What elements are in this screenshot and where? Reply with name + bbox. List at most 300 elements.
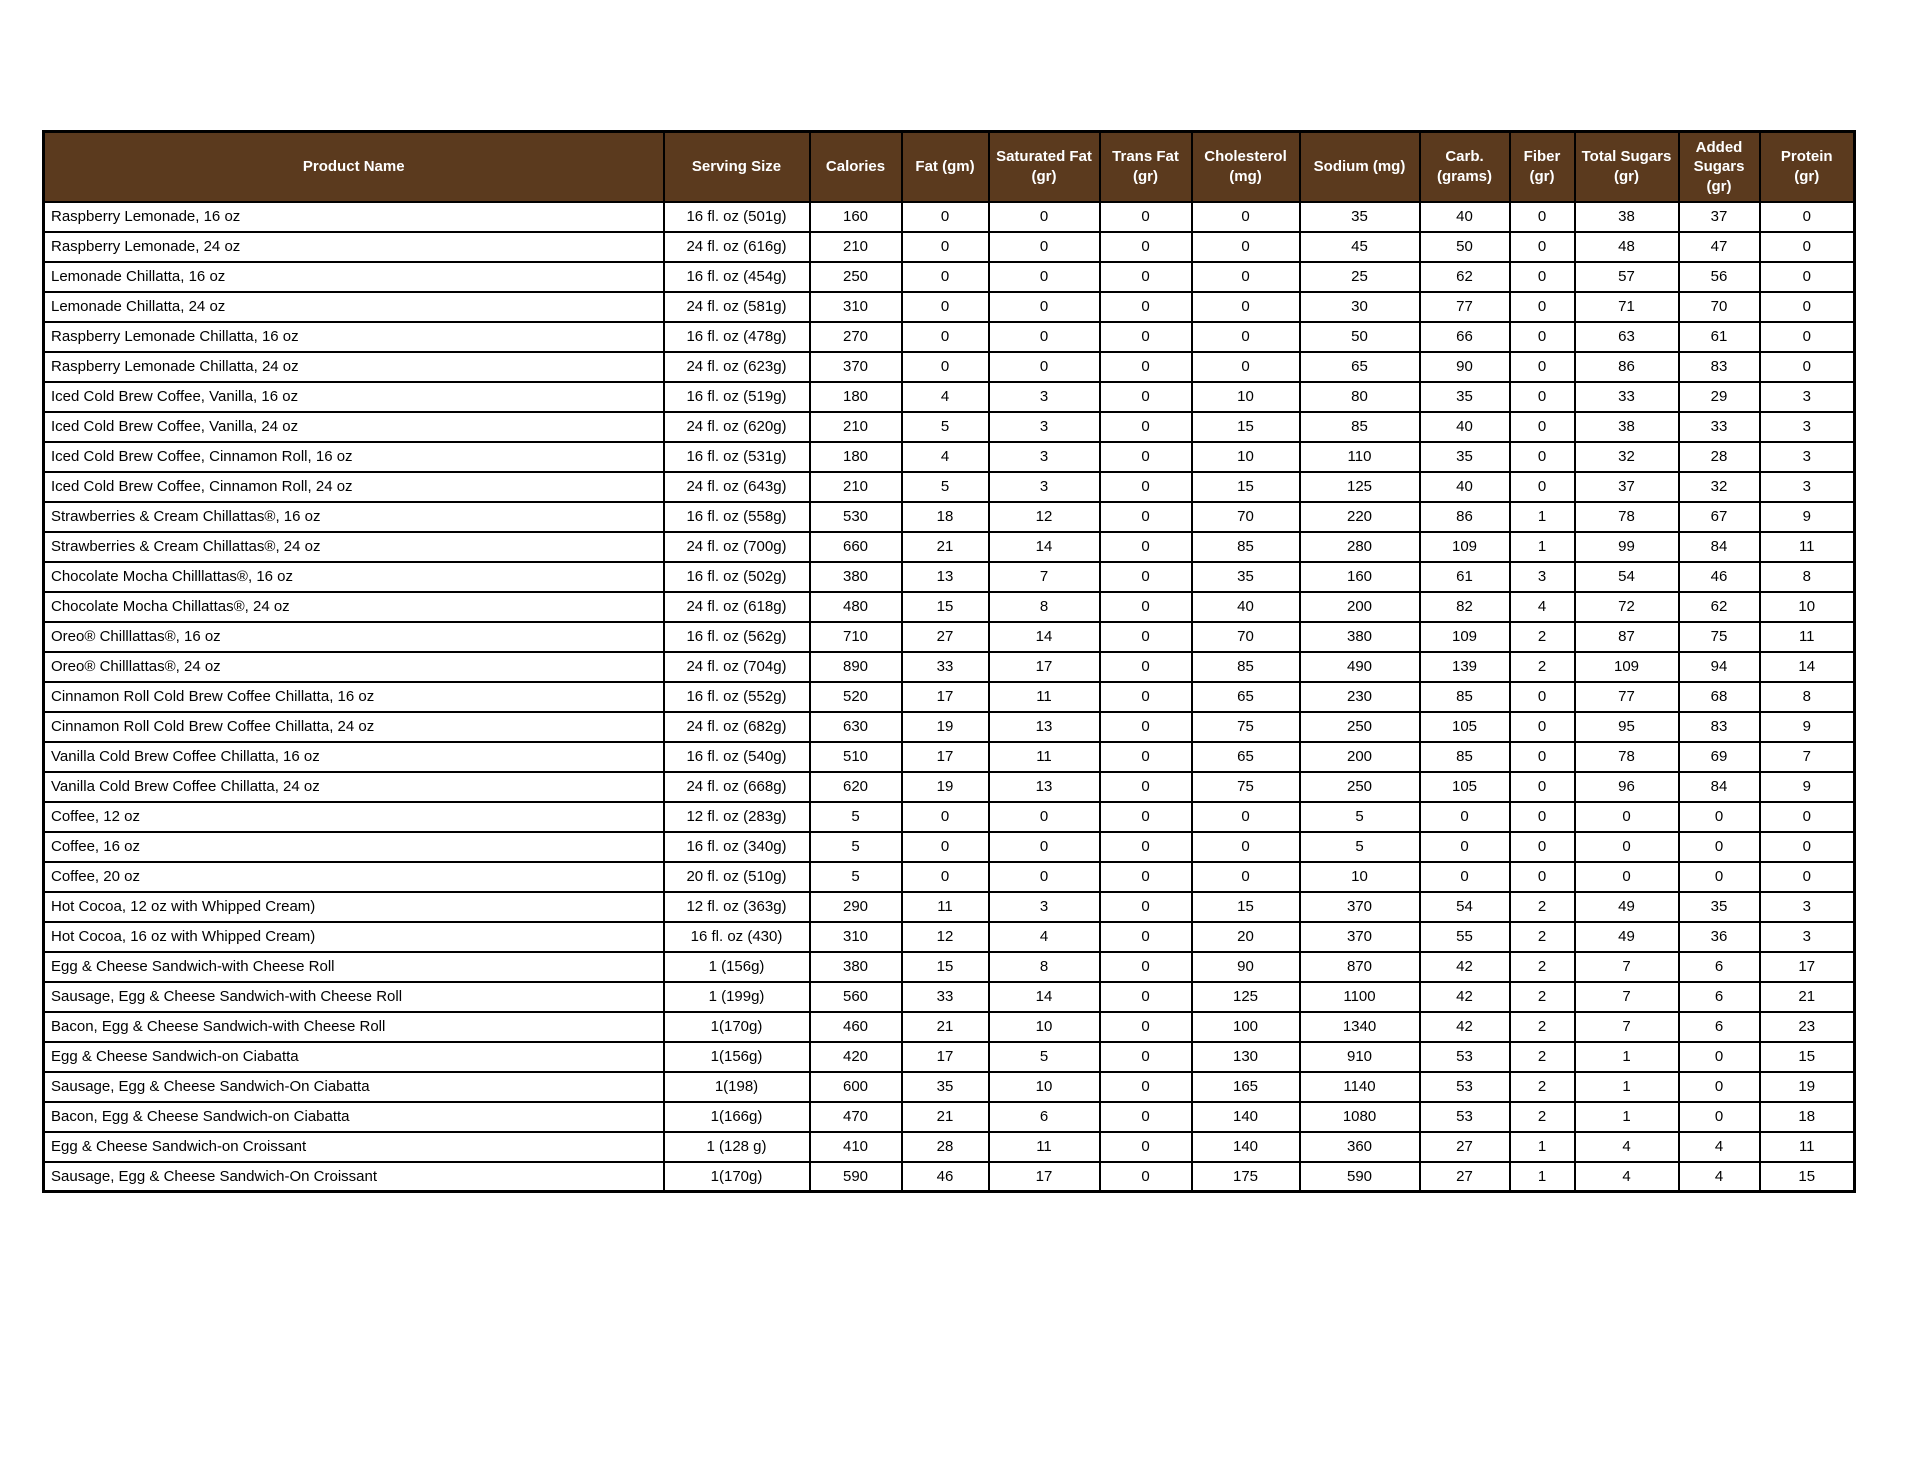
cell-addedsugars: 4	[1679, 1132, 1760, 1162]
cell-product: Oreo® Chilllattas®, 16 oz	[44, 622, 664, 652]
cell-product: Raspberry Lemonade Chillatta, 16 oz	[44, 322, 664, 352]
cell-cholesterol: 0	[1192, 802, 1300, 832]
cell-sodium: 25	[1300, 262, 1420, 292]
cell-carb: 27	[1420, 1132, 1510, 1162]
cell-addedsugars: 46	[1679, 562, 1760, 592]
cell-carb: 55	[1420, 922, 1510, 952]
cell-fiber: 0	[1510, 412, 1575, 442]
cell-sodium: 1080	[1300, 1102, 1420, 1132]
cell-transfat: 0	[1100, 832, 1192, 862]
cell-product: Coffee, 12 oz	[44, 802, 664, 832]
cell-totalsugars: 71	[1575, 292, 1679, 322]
cell-carb: 35	[1420, 442, 1510, 472]
nutrition-table	[42, 130, 1856, 1193]
cell-sodium: 125	[1300, 472, 1420, 502]
cell-fat: 35	[902, 1072, 989, 1102]
cell-fat: 0	[902, 802, 989, 832]
cell-sodium: 280	[1300, 532, 1420, 562]
cell-transfat: 0	[1100, 382, 1192, 412]
table-row	[44, 592, 1855, 622]
cell-fiber: 0	[1510, 742, 1575, 772]
cell-serving: 1 (156g)	[664, 952, 810, 982]
cell-fiber: 0	[1510, 682, 1575, 712]
cell-fiber: 1	[1510, 532, 1575, 562]
cell-totalsugars: 99	[1575, 532, 1679, 562]
cell-cholesterol: 75	[1192, 772, 1300, 802]
cell-cholesterol: 10	[1192, 442, 1300, 472]
cell-cholesterol: 100	[1192, 1012, 1300, 1042]
cell-serving: 1(170g)	[664, 1012, 810, 1042]
nutrition-table-container	[42, 130, 1856, 1193]
cell-addedsugars: 84	[1679, 772, 1760, 802]
cell-serving: 16 fl. oz (454g)	[664, 262, 810, 292]
header-cell-serving: Serving Size	[664, 132, 810, 202]
cell-calories: 180	[810, 442, 902, 472]
cell-totalsugars: 87	[1575, 622, 1679, 652]
cell-totalsugars: 38	[1575, 202, 1679, 232]
cell-totalsugars: 7	[1575, 952, 1679, 982]
cell-totalsugars: 48	[1575, 232, 1679, 262]
cell-fat: 46	[902, 1162, 989, 1192]
cell-addedsugars: 33	[1679, 412, 1760, 442]
cell-satfat: 13	[989, 712, 1100, 742]
cell-sodium: 110	[1300, 442, 1420, 472]
cell-serving: 24 fl. oz (704g)	[664, 652, 810, 682]
cell-calories: 510	[810, 742, 902, 772]
cell-cholesterol: 165	[1192, 1072, 1300, 1102]
cell-serving: 16 fl. oz (502g)	[664, 562, 810, 592]
cell-transfat: 0	[1100, 1102, 1192, 1132]
cell-serving: 16 fl. oz (519g)	[664, 382, 810, 412]
cell-fat: 4	[902, 442, 989, 472]
cell-transfat: 0	[1100, 1042, 1192, 1072]
cell-cholesterol: 15	[1192, 892, 1300, 922]
cell-fat: 0	[902, 232, 989, 262]
cell-carb: 90	[1420, 352, 1510, 382]
cell-addedsugars: 0	[1679, 1042, 1760, 1072]
cell-protein: 0	[1760, 232, 1855, 262]
cell-serving: 16 fl. oz (562g)	[664, 622, 810, 652]
cell-fiber: 2	[1510, 1102, 1575, 1132]
cell-addedsugars: 69	[1679, 742, 1760, 772]
cell-satfat: 14	[989, 622, 1100, 652]
cell-addedsugars: 68	[1679, 682, 1760, 712]
cell-cholesterol: 125	[1192, 982, 1300, 1012]
header-cell-product: Product Name	[44, 132, 664, 202]
cell-satfat: 14	[989, 532, 1100, 562]
cell-sodium: 85	[1300, 412, 1420, 442]
cell-carb: 53	[1420, 1072, 1510, 1102]
cell-serving: 1 (199g)	[664, 982, 810, 1012]
table-row	[44, 412, 1855, 442]
table-row	[44, 772, 1855, 802]
cell-sodium: 380	[1300, 622, 1420, 652]
table-row	[44, 922, 1855, 952]
cell-protein: 3	[1760, 472, 1855, 502]
cell-satfat: 0	[989, 862, 1100, 892]
cell-serving: 16 fl. oz (540g)	[664, 742, 810, 772]
cell-carb: 139	[1420, 652, 1510, 682]
cell-cholesterol: 65	[1192, 682, 1300, 712]
cell-calories: 210	[810, 472, 902, 502]
cell-satfat: 13	[989, 772, 1100, 802]
cell-sodium: 250	[1300, 772, 1420, 802]
cell-satfat: 3	[989, 382, 1100, 412]
cell-sodium: 250	[1300, 712, 1420, 742]
table-row	[44, 712, 1855, 742]
cell-totalsugars: 38	[1575, 412, 1679, 442]
table-row	[44, 1132, 1855, 1162]
cell-cholesterol: 40	[1192, 592, 1300, 622]
cell-addedsugars: 83	[1679, 712, 1760, 742]
table-row	[44, 502, 1855, 532]
cell-carb: 0	[1420, 862, 1510, 892]
cell-calories: 530	[810, 502, 902, 532]
cell-cholesterol: 70	[1192, 502, 1300, 532]
cell-serving: 16 fl. oz (558g)	[664, 502, 810, 532]
cell-serving: 12 fl. oz (363g)	[664, 892, 810, 922]
cell-transfat: 0	[1100, 1012, 1192, 1042]
cell-fat: 17	[902, 1042, 989, 1072]
cell-calories: 5	[810, 802, 902, 832]
cell-calories: 630	[810, 712, 902, 742]
cell-totalsugars: 109	[1575, 652, 1679, 682]
cell-fat: 0	[902, 862, 989, 892]
cell-product: Bacon, Egg & Cheese Sandwich-with Cheese Roll	[44, 1012, 664, 1042]
cell-carb: 40	[1420, 202, 1510, 232]
cell-addedsugars: 6	[1679, 952, 1760, 982]
cell-protein: 23	[1760, 1012, 1855, 1042]
cell-product: Chocolate Mocha Chillattas®, 24 oz	[44, 592, 664, 622]
cell-product: Raspberry Lemonade, 16 oz	[44, 202, 664, 232]
cell-cholesterol: 10	[1192, 382, 1300, 412]
cell-fat: 0	[902, 292, 989, 322]
cell-serving: 16 fl. oz (531g)	[664, 442, 810, 472]
cell-calories: 420	[810, 1042, 902, 1072]
cell-serving: 1(166g)	[664, 1102, 810, 1132]
cell-satfat: 6	[989, 1102, 1100, 1132]
cell-calories: 370	[810, 352, 902, 382]
cell-transfat: 0	[1100, 802, 1192, 832]
cell-serving: 24 fl. oz (643g)	[664, 472, 810, 502]
cell-cholesterol: 140	[1192, 1102, 1300, 1132]
cell-product: Strawberries & Cream Chillattas®, 24 oz	[44, 532, 664, 562]
cell-sodium: 80	[1300, 382, 1420, 412]
cell-satfat: 11	[989, 1132, 1100, 1162]
cell-sodium: 370	[1300, 922, 1420, 952]
cell-satfat: 11	[989, 742, 1100, 772]
cell-product: Sausage, Egg & Cheese Sandwich-On Ciabatta	[44, 1072, 664, 1102]
cell-cholesterol: 85	[1192, 532, 1300, 562]
cell-carb: 27	[1420, 1162, 1510, 1192]
cell-serving: 24 fl. oz (682g)	[664, 712, 810, 742]
cell-protein: 3	[1760, 382, 1855, 412]
cell-serving: 16 fl. oz (478g)	[664, 322, 810, 352]
cell-cholesterol: 0	[1192, 202, 1300, 232]
cell-transfat: 0	[1100, 322, 1192, 352]
cell-product: Lemonade Chillatta, 16 oz	[44, 262, 664, 292]
cell-serving: 1(198)	[664, 1072, 810, 1102]
cell-transfat: 0	[1100, 622, 1192, 652]
cell-totalsugars: 63	[1575, 322, 1679, 352]
header-cell-satfat: Saturated Fat (gr)	[989, 132, 1100, 202]
cell-cholesterol: 75	[1192, 712, 1300, 742]
cell-addedsugars: 35	[1679, 892, 1760, 922]
cell-satfat: 0	[989, 832, 1100, 862]
cell-satfat: 10	[989, 1012, 1100, 1042]
cell-cholesterol: 35	[1192, 562, 1300, 592]
cell-fat: 0	[902, 352, 989, 382]
cell-fiber: 0	[1510, 472, 1575, 502]
cell-fiber: 0	[1510, 862, 1575, 892]
cell-protein: 0	[1760, 202, 1855, 232]
cell-cholesterol: 70	[1192, 622, 1300, 652]
cell-fat: 21	[902, 532, 989, 562]
cell-product: Cinnamon Roll Cold Brew Coffee Chillatta, 24 oz	[44, 712, 664, 742]
table-row	[44, 322, 1855, 352]
cell-fiber: 2	[1510, 952, 1575, 982]
cell-addedsugars: 94	[1679, 652, 1760, 682]
cell-calories: 410	[810, 1132, 902, 1162]
cell-addedsugars: 84	[1679, 532, 1760, 562]
cell-fat: 18	[902, 502, 989, 532]
cell-fat: 15	[902, 952, 989, 982]
cell-calories: 250	[810, 262, 902, 292]
cell-protein: 11	[1760, 622, 1855, 652]
cell-calories: 560	[810, 982, 902, 1012]
cell-protein: 7	[1760, 742, 1855, 772]
cell-satfat: 3	[989, 472, 1100, 502]
header-cell-fiber: Fiber (gr)	[1510, 132, 1575, 202]
cell-fat: 5	[902, 472, 989, 502]
cell-fat: 19	[902, 772, 989, 802]
cell-product: Vanilla Cold Brew Coffee Chillatta, 24 oz	[44, 772, 664, 802]
cell-fat: 0	[902, 262, 989, 292]
table-row	[44, 262, 1855, 292]
cell-protein: 19	[1760, 1072, 1855, 1102]
cell-totalsugars: 49	[1575, 922, 1679, 952]
cell-carb: 40	[1420, 412, 1510, 442]
cell-transfat: 0	[1100, 352, 1192, 382]
cell-sodium: 45	[1300, 232, 1420, 262]
cell-serving: 16 fl. oz (552g)	[664, 682, 810, 712]
cell-transfat: 0	[1100, 922, 1192, 952]
cell-sodium: 370	[1300, 892, 1420, 922]
cell-addedsugars: 56	[1679, 262, 1760, 292]
cell-product: Bacon, Egg & Cheese Sandwich-on Ciabatta	[44, 1102, 664, 1132]
cell-carb: 77	[1420, 292, 1510, 322]
cell-addedsugars: 32	[1679, 472, 1760, 502]
cell-fat: 28	[902, 1132, 989, 1162]
cell-cholesterol: 85	[1192, 652, 1300, 682]
cell-protein: 0	[1760, 322, 1855, 352]
cell-sodium: 5	[1300, 802, 1420, 832]
table-row	[44, 652, 1855, 682]
cell-product: Egg & Cheese Sandwich-on Ciabatta	[44, 1042, 664, 1072]
cell-carb: 42	[1420, 952, 1510, 982]
cell-carb: 109	[1420, 622, 1510, 652]
cell-addedsugars: 36	[1679, 922, 1760, 952]
cell-cholesterol: 0	[1192, 232, 1300, 262]
cell-transfat: 0	[1100, 1162, 1192, 1192]
cell-transfat: 0	[1100, 772, 1192, 802]
cell-totalsugars: 77	[1575, 682, 1679, 712]
cell-transfat: 0	[1100, 232, 1192, 262]
cell-fiber: 0	[1510, 442, 1575, 472]
cell-fat: 21	[902, 1102, 989, 1132]
cell-sodium: 220	[1300, 502, 1420, 532]
cell-calories: 5	[810, 862, 902, 892]
cell-product: Hot Cocoa, 16 oz with Whipped Cream)	[44, 922, 664, 952]
cell-satfat: 0	[989, 292, 1100, 322]
cell-protein: 9	[1760, 712, 1855, 742]
cell-serving: 12 fl. oz (283g)	[664, 802, 810, 832]
cell-fat: 17	[902, 682, 989, 712]
cell-totalsugars: 7	[1575, 1012, 1679, 1042]
cell-totalsugars: 95	[1575, 712, 1679, 742]
cell-protein: 18	[1760, 1102, 1855, 1132]
cell-calories: 660	[810, 532, 902, 562]
cell-fiber: 2	[1510, 1042, 1575, 1072]
cell-satfat: 0	[989, 322, 1100, 352]
cell-fiber: 0	[1510, 322, 1575, 352]
table-row	[44, 352, 1855, 382]
cell-calories: 620	[810, 772, 902, 802]
table-row	[44, 1162, 1855, 1192]
header-row	[44, 132, 1855, 202]
cell-sodium: 35	[1300, 202, 1420, 232]
cell-carb: 53	[1420, 1102, 1510, 1132]
cell-cholesterol: 0	[1192, 862, 1300, 892]
cell-transfat: 0	[1100, 742, 1192, 772]
cell-cholesterol: 130	[1192, 1042, 1300, 1072]
cell-cholesterol: 0	[1192, 832, 1300, 862]
cell-protein: 9	[1760, 772, 1855, 802]
cell-carb: 85	[1420, 742, 1510, 772]
cell-serving: 24 fl. oz (581g)	[664, 292, 810, 322]
cell-cholesterol: 90	[1192, 952, 1300, 982]
cell-calories: 710	[810, 622, 902, 652]
cell-product: Lemonade Chillatta, 24 oz	[44, 292, 664, 322]
cell-addedsugars: 62	[1679, 592, 1760, 622]
cell-product: Iced Cold Brew Coffee, Cinnamon Roll, 24 oz	[44, 472, 664, 502]
cell-satfat: 8	[989, 592, 1100, 622]
table-row	[44, 952, 1855, 982]
cell-satfat: 11	[989, 682, 1100, 712]
cell-protein: 3	[1760, 412, 1855, 442]
cell-totalsugars: 7	[1575, 982, 1679, 1012]
cell-protein: 0	[1760, 832, 1855, 862]
cell-product: Hot Cocoa, 12 oz with Whipped Cream)	[44, 892, 664, 922]
cell-serving: 24 fl. oz (618g)	[664, 592, 810, 622]
cell-addedsugars: 47	[1679, 232, 1760, 262]
cell-transfat: 0	[1100, 412, 1192, 442]
cell-product: Sausage, Egg & Cheese Sandwich-On Croissant	[44, 1162, 664, 1192]
cell-addedsugars: 0	[1679, 832, 1760, 862]
cell-fiber: 0	[1510, 802, 1575, 832]
cell-serving: 1(156g)	[664, 1042, 810, 1072]
cell-totalsugars: 72	[1575, 592, 1679, 622]
cell-protein: 0	[1760, 292, 1855, 322]
cell-totalsugars: 78	[1575, 502, 1679, 532]
table-header	[44, 132, 1855, 202]
cell-fiber: 0	[1510, 232, 1575, 262]
cell-protein: 11	[1760, 532, 1855, 562]
cell-addedsugars: 0	[1679, 802, 1760, 832]
table-row	[44, 1072, 1855, 1102]
cell-calories: 460	[810, 1012, 902, 1042]
cell-calories: 480	[810, 592, 902, 622]
cell-product: Egg & Cheese Sandwich-with Cheese Roll	[44, 952, 664, 982]
cell-calories: 310	[810, 922, 902, 952]
cell-transfat: 0	[1100, 1132, 1192, 1162]
cell-addedsugars: 0	[1679, 1072, 1760, 1102]
cell-calories: 380	[810, 562, 902, 592]
cell-sodium: 1340	[1300, 1012, 1420, 1042]
cell-carb: 82	[1420, 592, 1510, 622]
cell-cholesterol: 20	[1192, 922, 1300, 952]
cell-fiber: 0	[1510, 262, 1575, 292]
cell-sodium: 200	[1300, 592, 1420, 622]
cell-cholesterol: 0	[1192, 322, 1300, 352]
cell-fiber: 4	[1510, 592, 1575, 622]
header-cell-carb: Carb. (grams)	[1420, 132, 1510, 202]
header-cell-transfat: Trans Fat (gr)	[1100, 132, 1192, 202]
cell-carb: 42	[1420, 982, 1510, 1012]
cell-protein: 8	[1760, 562, 1855, 592]
table-row	[44, 472, 1855, 502]
cell-calories: 520	[810, 682, 902, 712]
cell-transfat: 0	[1100, 502, 1192, 532]
cell-satfat: 0	[989, 202, 1100, 232]
cell-sodium: 910	[1300, 1042, 1420, 1072]
cell-totalsugars: 96	[1575, 772, 1679, 802]
cell-protein: 17	[1760, 952, 1855, 982]
cell-fiber: 2	[1510, 1072, 1575, 1102]
cell-satfat: 0	[989, 232, 1100, 262]
cell-fat: 27	[902, 622, 989, 652]
cell-fiber: 2	[1510, 922, 1575, 952]
cell-satfat: 0	[989, 352, 1100, 382]
cell-carb: 35	[1420, 382, 1510, 412]
cell-transfat: 0	[1100, 202, 1192, 232]
cell-fiber: 2	[1510, 622, 1575, 652]
cell-carb: 66	[1420, 322, 1510, 352]
cell-transfat: 0	[1100, 562, 1192, 592]
cell-totalsugars: 4	[1575, 1132, 1679, 1162]
cell-fiber: 1	[1510, 1132, 1575, 1162]
cell-fiber: 1	[1510, 502, 1575, 532]
cell-satfat: 0	[989, 802, 1100, 832]
cell-transfat: 0	[1100, 982, 1192, 1012]
cell-cholesterol: 0	[1192, 292, 1300, 322]
cell-carb: 54	[1420, 892, 1510, 922]
header-cell-totalsugars: Total Sugars (gr)	[1575, 132, 1679, 202]
cell-carb: 42	[1420, 1012, 1510, 1042]
table-row	[44, 862, 1855, 892]
cell-protein: 9	[1760, 502, 1855, 532]
cell-satfat: 12	[989, 502, 1100, 532]
cell-calories: 890	[810, 652, 902, 682]
header-cell-sodium: Sodium (mg)	[1300, 132, 1420, 202]
cell-carb: 86	[1420, 502, 1510, 532]
cell-calories: 600	[810, 1072, 902, 1102]
cell-sodium: 160	[1300, 562, 1420, 592]
cell-product: Raspberry Lemonade Chillatta, 24 oz	[44, 352, 664, 382]
table-row	[44, 982, 1855, 1012]
cell-protein: 14	[1760, 652, 1855, 682]
cell-product: Raspberry Lemonade, 24 oz	[44, 232, 664, 262]
